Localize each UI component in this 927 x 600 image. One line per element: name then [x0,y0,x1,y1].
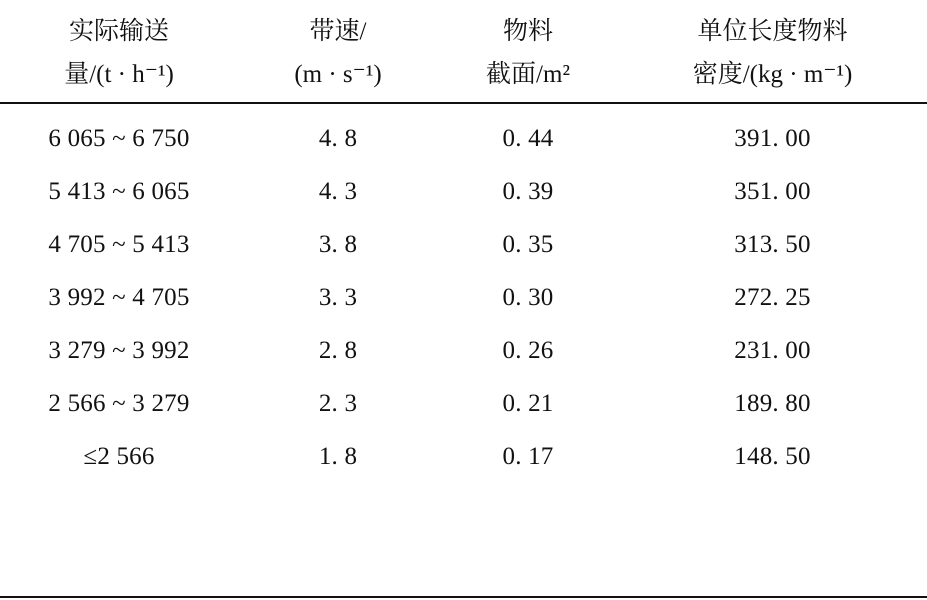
cell-linear-density: 189. 80 [734,390,811,417]
table-row [0,218,927,271]
column-header-throughput-line1: 实际输送 [68,18,169,45]
column-header-linear-density-line1: 单位长度物料 [697,18,848,45]
column-header-throughput-line2: 量/(t · h⁻¹) [64,61,174,88]
cell-belt-speed: 2. 3 [318,390,358,417]
cell-material-section: 0. 30 [502,284,554,311]
column-header-linear-density [618,0,927,103]
cell-linear-density: 231. 00 [734,337,811,364]
cell-material-section: 0. 44 [502,125,554,152]
table-body [0,103,927,487]
cell-linear-density: 351. 00 [734,178,811,205]
table-header-row [0,0,927,103]
table-bottom-rule [0,596,927,598]
table-row [0,430,927,487]
column-header-linear-density-line2: 密度/(kg · m⁻¹) [692,61,853,88]
cell-throughput: 2 566 ~ 3 279 [48,390,190,417]
cell-linear-density: 313. 50 [734,231,811,258]
cell-belt-speed: 3. 3 [318,284,358,311]
cell-belt-speed: 3. 8 [318,231,358,258]
cell-throughput: 3 279 ~ 3 992 [48,337,190,364]
cell-linear-density: 272. 25 [734,284,811,311]
column-header-material-section-line2: 截面/m² [486,61,570,88]
cell-belt-speed: 4. 3 [318,178,358,205]
cell-belt-speed: 2. 8 [318,337,358,364]
table-header [0,0,927,103]
cell-material-section: 0. 17 [502,443,554,470]
cell-throughput: ≤2 566 [83,443,155,470]
column-header-material-section-line1: 物料 [502,18,553,45]
column-header-throughput [0,0,238,103]
column-header-belt-speed [238,0,438,103]
table-row [0,271,927,324]
column-header-belt-speed-line1: 带速/ [309,18,367,45]
table-row [0,324,927,377]
table-row [0,377,927,430]
cell-material-section: 0. 35 [502,231,554,258]
cell-throughput: 5 413 ~ 6 065 [48,178,190,205]
table-row [0,103,927,165]
cell-material-section: 0. 21 [502,390,554,417]
column-header-material-section [438,0,618,103]
cell-throughput: 3 992 ~ 4 705 [48,284,190,311]
cell-throughput: 6 065 ~ 6 750 [48,125,190,152]
cell-linear-density: 391. 00 [734,125,811,152]
cell-material-section: 0. 39 [502,178,554,205]
column-header-belt-speed-line2: (m · s⁻¹) [294,61,382,88]
cell-linear-density: 148. 50 [734,443,811,470]
table-row [0,165,927,218]
cell-material-section: 0. 26 [502,337,554,364]
cell-throughput: 4 705 ~ 5 413 [48,231,190,258]
cell-belt-speed: 1. 8 [318,443,358,470]
cell-belt-speed: 4. 8 [318,125,358,152]
